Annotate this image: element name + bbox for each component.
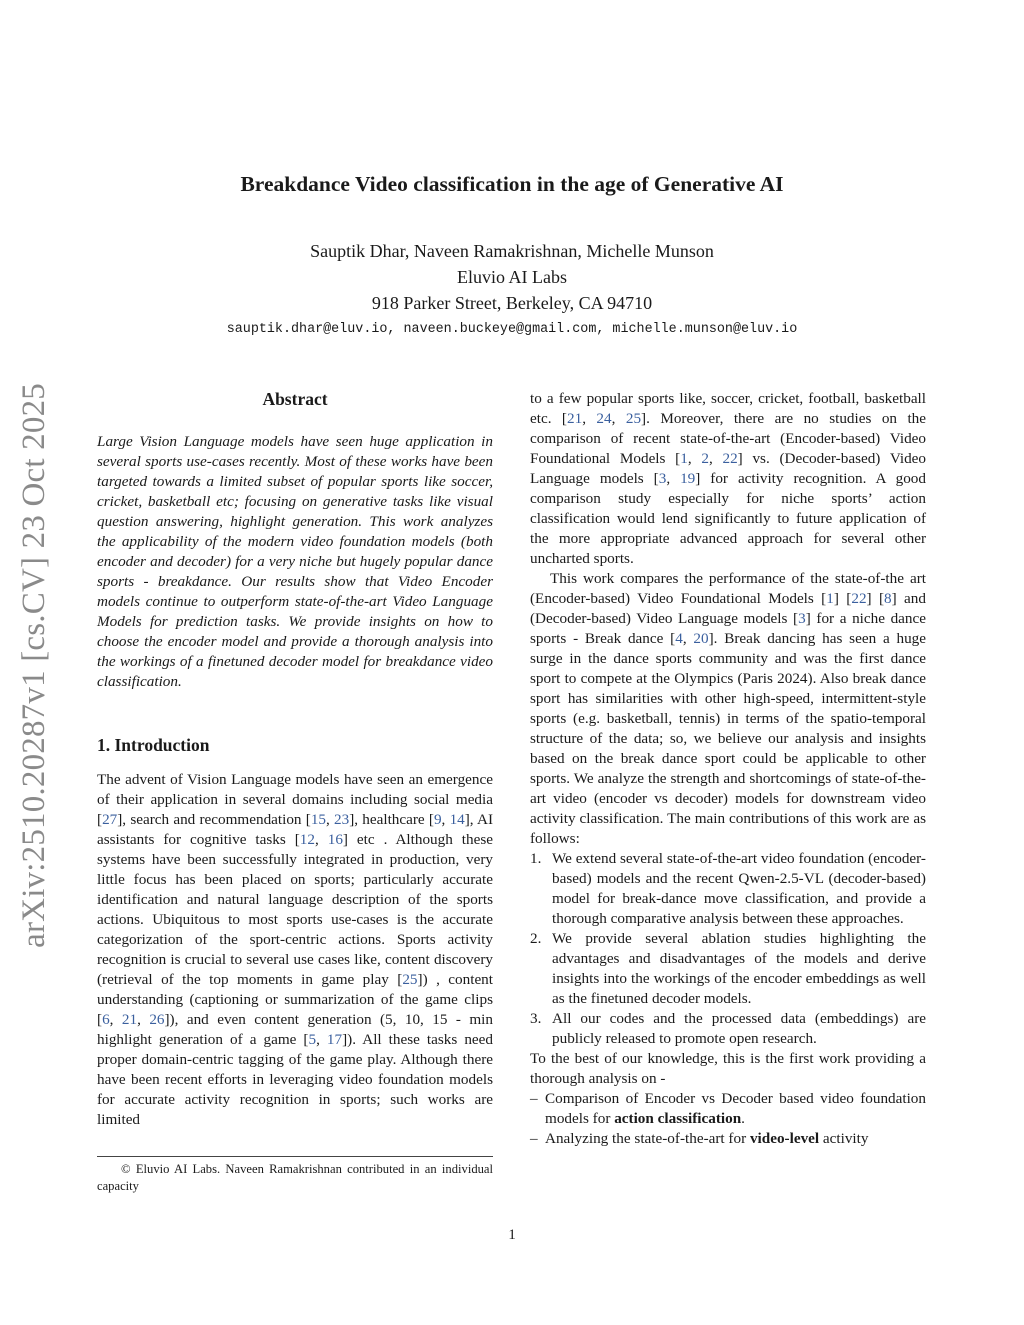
authors: Sauptik Dhar, Naveen Ramakrishnan, Michelle Munson xyxy=(310,241,714,261)
page-number: 1 xyxy=(508,1226,516,1243)
citation-link[interactable]: 15 xyxy=(310,811,326,828)
abstract-text: Large Vision Language models have seen huge application in several sports use-cases recently. Most of these works have been targeted towards a limited subset of popular sports like soccer, cricket, basketball etc; focusing on generative tasks like visual question answering, highlight generation. This work analyzes the applicability of the modern video foundation models (both encoder and decoder) for a very niche but hugely popular dance sports - breakdance. Our results show that Video Encoder models continue to outperform state-of-the-art Video Language Models for prediction tasks. We provide insights on how to choose the encoder model and provide a thorough analysis into the workings of a finetuned decoder model for breakdance video classification. xyxy=(97,433,493,690)
affiliation: Eluvio AI Labs xyxy=(457,267,567,287)
citation-link[interactable]: 21 xyxy=(121,1011,138,1028)
list-item: – Analyzing the state-of-the-art for video-level activity xyxy=(530,1130,869,1147)
citation-link[interactable]: 16 xyxy=(327,831,343,848)
citation-link[interactable]: 5 xyxy=(308,1031,317,1048)
copyright-symbol: © xyxy=(121,1162,131,1176)
citation-link[interactable]: 3 xyxy=(798,610,806,627)
right-column xyxy=(530,389,926,1149)
citation-link[interactable]: 12 xyxy=(299,831,315,848)
section-heading-introduction: 1. Introduction xyxy=(97,735,210,755)
citation-link[interactable]: 4 xyxy=(675,630,683,647)
intro-paragraph-4: To the best of our knowledge, this is the first work providing a thorough analysis on - xyxy=(530,1050,926,1087)
footnote: © Eluvio AI Labs. Naveen Ramakrishnan contributed in an individual capacity xyxy=(97,1156,493,1195)
paper-title: Breakdance Video classification in the age of Generative AI xyxy=(240,172,784,196)
citation-link[interactable]: 20 xyxy=(693,630,709,647)
citation-link[interactable]: 9 xyxy=(433,811,442,828)
intro-paragraph-2: to a few popular sports like, soccer, cricket, football, basketball etc. [21, 24, 25]. Moreover, there are no studies on the comparison of recent state-of-the-art (Encoder-based) Video Foundational Models [1, 2, 22] vs. (Decoder-based) Video Language models [3, 19] for activity recognition. A good comparison study especially for niche sports’ action classification would lend significantly to future application of the more appropriate advanced approach for several other uncharted sports. xyxy=(530,390,927,567)
citation-link[interactable]: 1 xyxy=(680,450,688,467)
citation-link[interactable]: 27 xyxy=(102,811,118,828)
citation-link[interactable]: 23 xyxy=(334,811,350,828)
analysis-bullet-list xyxy=(530,1089,926,1149)
citation-link[interactable]: 17 xyxy=(326,1031,343,1048)
citation-link[interactable]: 21 xyxy=(567,410,583,427)
abstract-heading: Abstract xyxy=(262,389,328,409)
citation-link[interactable]: 22 xyxy=(722,450,738,467)
citation-link[interactable]: 25 xyxy=(402,971,418,988)
contributions-list xyxy=(530,849,926,1049)
citation-link[interactable]: 6 xyxy=(102,1011,110,1028)
arxiv-identifier: arXiv:2510.20287v1 [cs.CV] 23 Oct 2025 xyxy=(15,382,52,948)
citation-link[interactable]: 2 xyxy=(701,450,709,467)
author-emails: sauptik.dhar@eluv.io, naveen.buckeye@gmail.com, michelle.munson@eluv.io xyxy=(226,322,798,337)
citation-link[interactable]: 19 xyxy=(680,470,696,487)
citation-link[interactable]: 25 xyxy=(625,410,642,427)
list-item: 3. All our codes and the processed data (embeddings) are publicly released to promote open research. xyxy=(530,1010,926,1047)
address: 918 Parker Street, Berkeley, CA 94710 xyxy=(371,293,653,313)
citation-link[interactable]: 26 xyxy=(149,1011,165,1028)
citation-link[interactable]: 8 xyxy=(884,590,892,607)
citation-link[interactable]: 3 xyxy=(658,470,667,487)
citation-link[interactable]: 22 xyxy=(851,590,867,607)
list-item: 2. We provide several ablation studies highlighting the advantages and disadvantages of the models and derive insights into the workings of the encoder embeddings as well as the finetuned decoder models. xyxy=(530,930,926,1007)
left-column xyxy=(97,386,493,1130)
citation-link[interactable]: 24 xyxy=(596,410,612,427)
citation-link[interactable]: 1 xyxy=(826,590,834,607)
list-item: – Comparison of Encoder vs Decoder based video foundation models for action classification. xyxy=(530,1090,926,1127)
intro-paragraph-1: The advent of Vision Language models have seen an emergence of their application in several domains including social media [27], search and recommendation [15, 23], healthcare [9, 14], AI assistants for cognitive tasks [12, 16] etc . Although these systems have been successfully integrated in production, very little focus has been placed on sports; particularly accurate identification and natural language description of the sports actions. Ubiquitous to most sports use-cases is the accurate categorization of the sport-centric actions. Sports activity recognition is crucial to several use cases like, content discovery (retrieval of the top moments in game play [25]) , content understanding (captioning or summarization of the game clips [6, 21, 26]), and even content generation (5, 10, 15 - min highlight generation of a game [5, 17]). All these tasks need proper domain-centric tagging of the game play. Although there have been recent efforts in leveraging video foundation models for accurate activity recognition in sports; such works are limited xyxy=(97,771,494,1128)
intro-paragraph-3: This work compares the performance of the state-of-the art (Encoder-based) Video Foundational Models [1] [22] [8] and (Decoder-based) Video Language models [3] for a niche dance sports - Break dance [4, 20]. Break dancing has seen a huge surge in the dance sports community and was the first dance sport to compete at the Olympics (Paris 2024). Also break dance sport has similarities with other high-speed, intermittent-style sports (e.g. basketball, tennis) in terms of the spatio-temporal structure of the data; so, we believe our analysis and insights based on the break dance sport could be applicable to other sports. We analyze the strength and shortcomings of state-of-the-art video (encoder vs decoder) models for downstream video activity classification. The main contributions of this work are as follows: xyxy=(530,570,926,847)
list-item: 1. We extend several state-of-the-art video foundation (encoder-based) models and the recent Qwen-2.5-VL (decoder-based) model for break-dance move classification, and provide a thorough comparative analysis between these approaches. xyxy=(530,850,926,927)
citation-link[interactable]: 14 xyxy=(449,811,465,828)
